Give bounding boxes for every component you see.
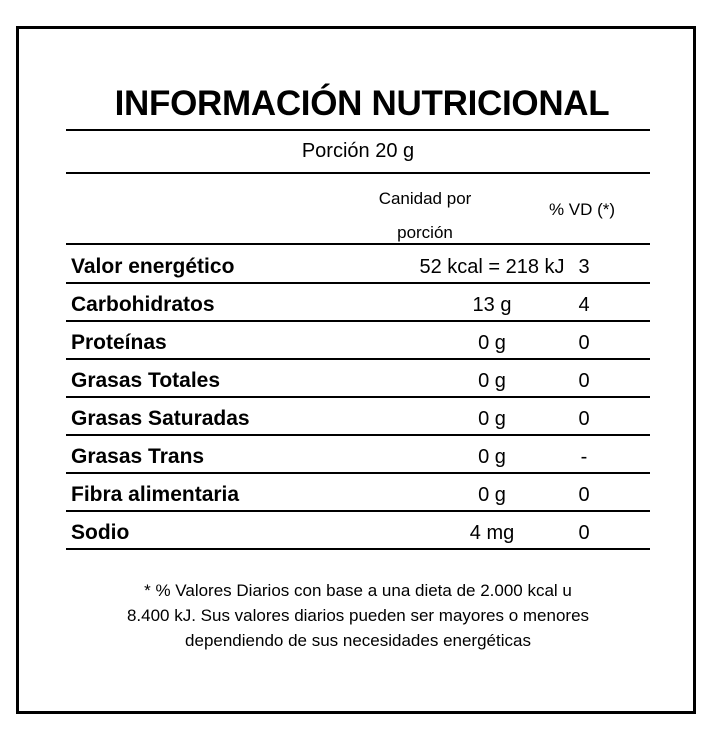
divider <box>66 472 650 474</box>
portion-size: Porción 20 g <box>301 140 415 162</box>
nutrient-name: Proteínas <box>71 331 167 354</box>
label-title: INFORMACIÓN NUTRICIONAL <box>114 84 610 123</box>
nutrient-name: Valor energético <box>71 255 235 278</box>
divider <box>66 510 650 512</box>
footnote-line: 8.400 kJ. Sus valores diarios pueden ser mayores o menores <box>126 606 590 625</box>
nutrient-row-fiber <box>66 475 650 513</box>
divider <box>66 282 650 284</box>
nutrient-row-energy <box>66 247 650 285</box>
nutrient-daily-value: 0 <box>578 332 590 354</box>
nutrient-daily-value: 0 <box>578 522 590 544</box>
footnote-line: * % Valores Diarios con base a una dieta de 2.000 kcal u <box>144 581 572 600</box>
nutrient-quantity: 0 g <box>478 370 506 392</box>
nutrient-daily-value: 0 <box>578 370 590 392</box>
quantity-header-line1: Canidad por <box>378 189 472 208</box>
nutrient-name: Grasas Totales <box>71 369 221 392</box>
divider <box>66 172 650 174</box>
divider <box>66 548 650 550</box>
nutrient-row-total-fat <box>66 361 650 399</box>
nutrient-row-carbohydrates <box>66 285 650 323</box>
quantity-header-line2: porción <box>397 223 453 242</box>
nutrient-daily-value: 3 <box>578 256 590 278</box>
daily-value-column-header: % VD (*) <box>548 200 616 219</box>
divider <box>66 129 650 131</box>
nutrient-quantity: 13 g <box>472 294 512 316</box>
nutrient-daily-value: 0 <box>578 484 590 506</box>
nutrient-row-proteins <box>66 323 650 361</box>
nutrient-daily-value: - <box>580 446 588 468</box>
nutrient-row-trans-fat <box>66 437 650 475</box>
divider <box>66 396 650 398</box>
nutrient-quantity: 0 g <box>478 484 506 506</box>
nutrient-daily-value: 4 <box>578 294 590 316</box>
divider <box>66 243 650 245</box>
nutrient-quantity: 52 kcal = 218 kJ <box>419 256 565 278</box>
nutrient-name: Carbohidratos <box>71 293 215 316</box>
nutrient-quantity: 4 mg <box>469 522 515 544</box>
nutrient-quantity: 0 g <box>478 446 506 468</box>
nutrient-daily-value: 0 <box>578 408 590 430</box>
nutrient-name: Grasas Saturadas <box>71 407 250 430</box>
nutrient-quantity: 0 g <box>478 408 506 430</box>
quantity-column-header <box>340 182 510 250</box>
nutrient-name: Grasas Trans <box>71 445 205 468</box>
nutrient-name: Sodio <box>71 521 130 544</box>
footnote <box>66 578 650 653</box>
nutrient-row-saturated-fat <box>66 399 650 437</box>
nutrient-name: Fibra alimentaria <box>71 483 240 506</box>
footnote-line: dependiendo de sus necesidades energéticas <box>185 631 531 650</box>
divider <box>66 434 650 436</box>
nutrient-row-sodium <box>66 513 650 551</box>
divider <box>66 358 650 360</box>
divider <box>66 320 650 322</box>
nutrient-quantity: 0 g <box>478 332 506 354</box>
